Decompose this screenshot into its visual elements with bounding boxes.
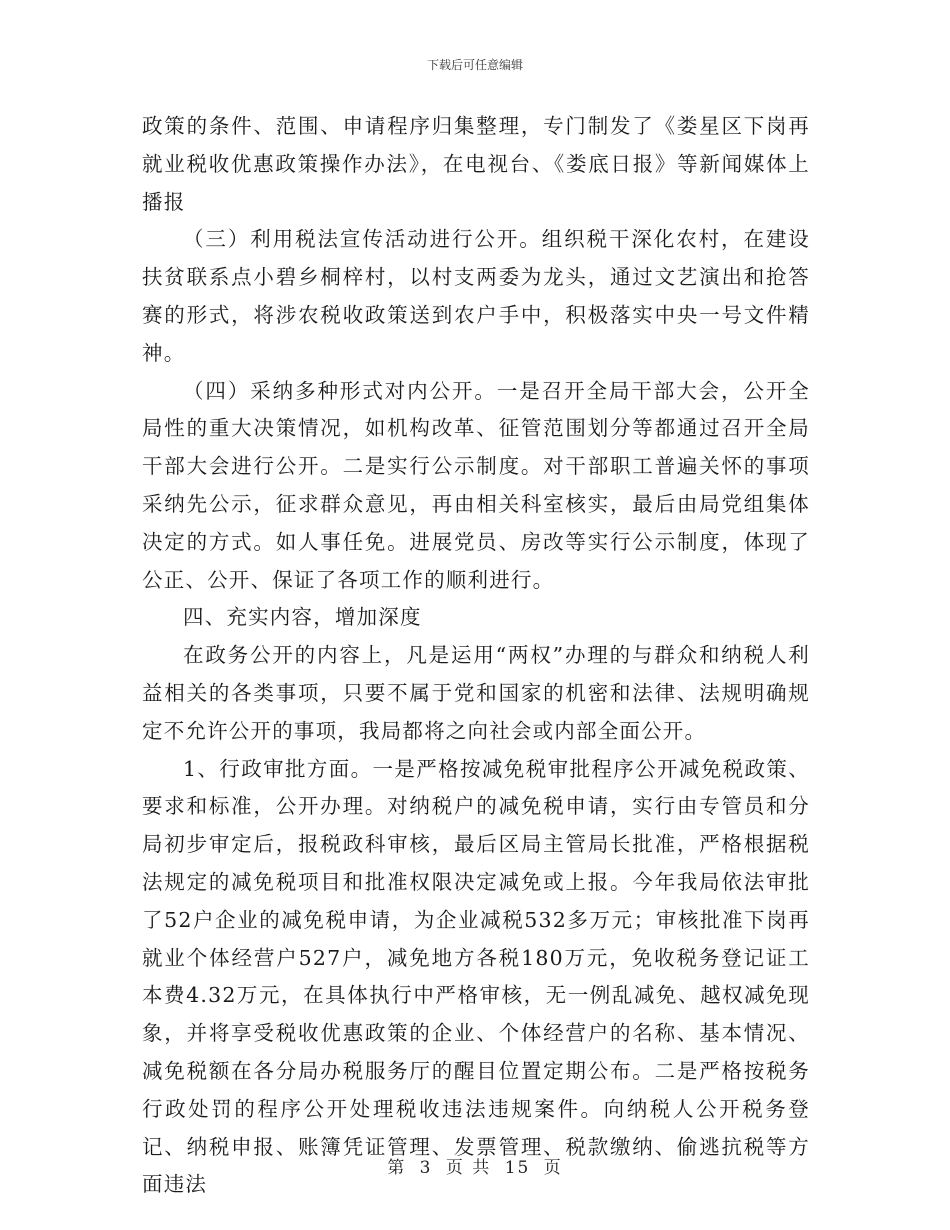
paragraph-5: 在政务公开的内容上，凡是运用“两权”办理的与群众和纳税人利益相关的各类事项，只要不属于党和国家的机密和法律、法规明确规定不允许公开的事项，我局都将之向社会或内部全面公开。 [142,643,810,743]
section-heading-4: 四、充实内容，增加深度 [183,605,422,630]
paragraph-3: （四）采纳多种形式对内公开。一是召开全局干部大会，公开全局性的重大决策情况，如机构改革、征管范围划分等都通过召开全局干部大会进行公开。二是实行公示制度。对干部职工普遍关怀的事项采纳先公示，征求群众意见，再由相关科室核实，最后由局党组集体决定的方式。如人事任免。进展党员、房改等实行公示制度，体现了公正、公开、保证了各项工作的顺利进行。 [142,378,810,592]
paragraph-2: （三）利用税法宣传活动进行公开。组织税干深化农村，在建设扶贫联系点小碧乡桐梓村，以村支两委为龙头，通过文艺演出和抢答赛的形式，将涉农税收政策送到农户手中，积极落实中央一号文件精神。 [142,227,810,365]
footer-prefix: 第 [387,1158,407,1178]
paragraph-6: 1、行政审批方面。一是严格按减免税审批程序公开减免税政策、要求和标准，公开办理。对纳税户的减免税申请，实行由专管员和分局初步审定后，报税政科审核，最后区局主管局长批准，严格根据税法规定的减免税项目和批准权限决定减免或上报。今年我局依法审批了52户企业的减免税申请，为企业减税532多万元；审核批准下岗再就业个体经营户527户，减免地方各税180万元，免收税务登记证工本费4.32万元，在具体执行中严格审核，无一例乱减免、越权减免现象，并将享受税收优惠政策的企业、个体经营户的名称、基本情况、减免税额在各分局办税服务厅的醒目位置定期公布。二是严格按税务行政处罚的程序公开处理税收违法违规案件。向纳税人公开税务登记、纳税申报、账簿凭证管理、发票管理、税款缴纳、偷逃抗税等方面违法 [142,756,810,1197]
footer-middle: 页 共 [445,1158,492,1178]
header-note: 下载后可任意编辑 [426,58,523,72]
page-footer [0,1153,950,1178]
footer-page-number: 3 [419,1158,433,1178]
footer-suffix: 页 [543,1158,563,1178]
paragraph-1: 政策的条件、范围、申请程序归集整理，专门制发了《娄星区下岗再就业税收优惠政策操作办法》，在电视台、《娄底日报》等新闻媒体上播报 [142,114,810,214]
document-body [142,108,810,1204]
footer-total-pages: 15 [504,1158,531,1178]
